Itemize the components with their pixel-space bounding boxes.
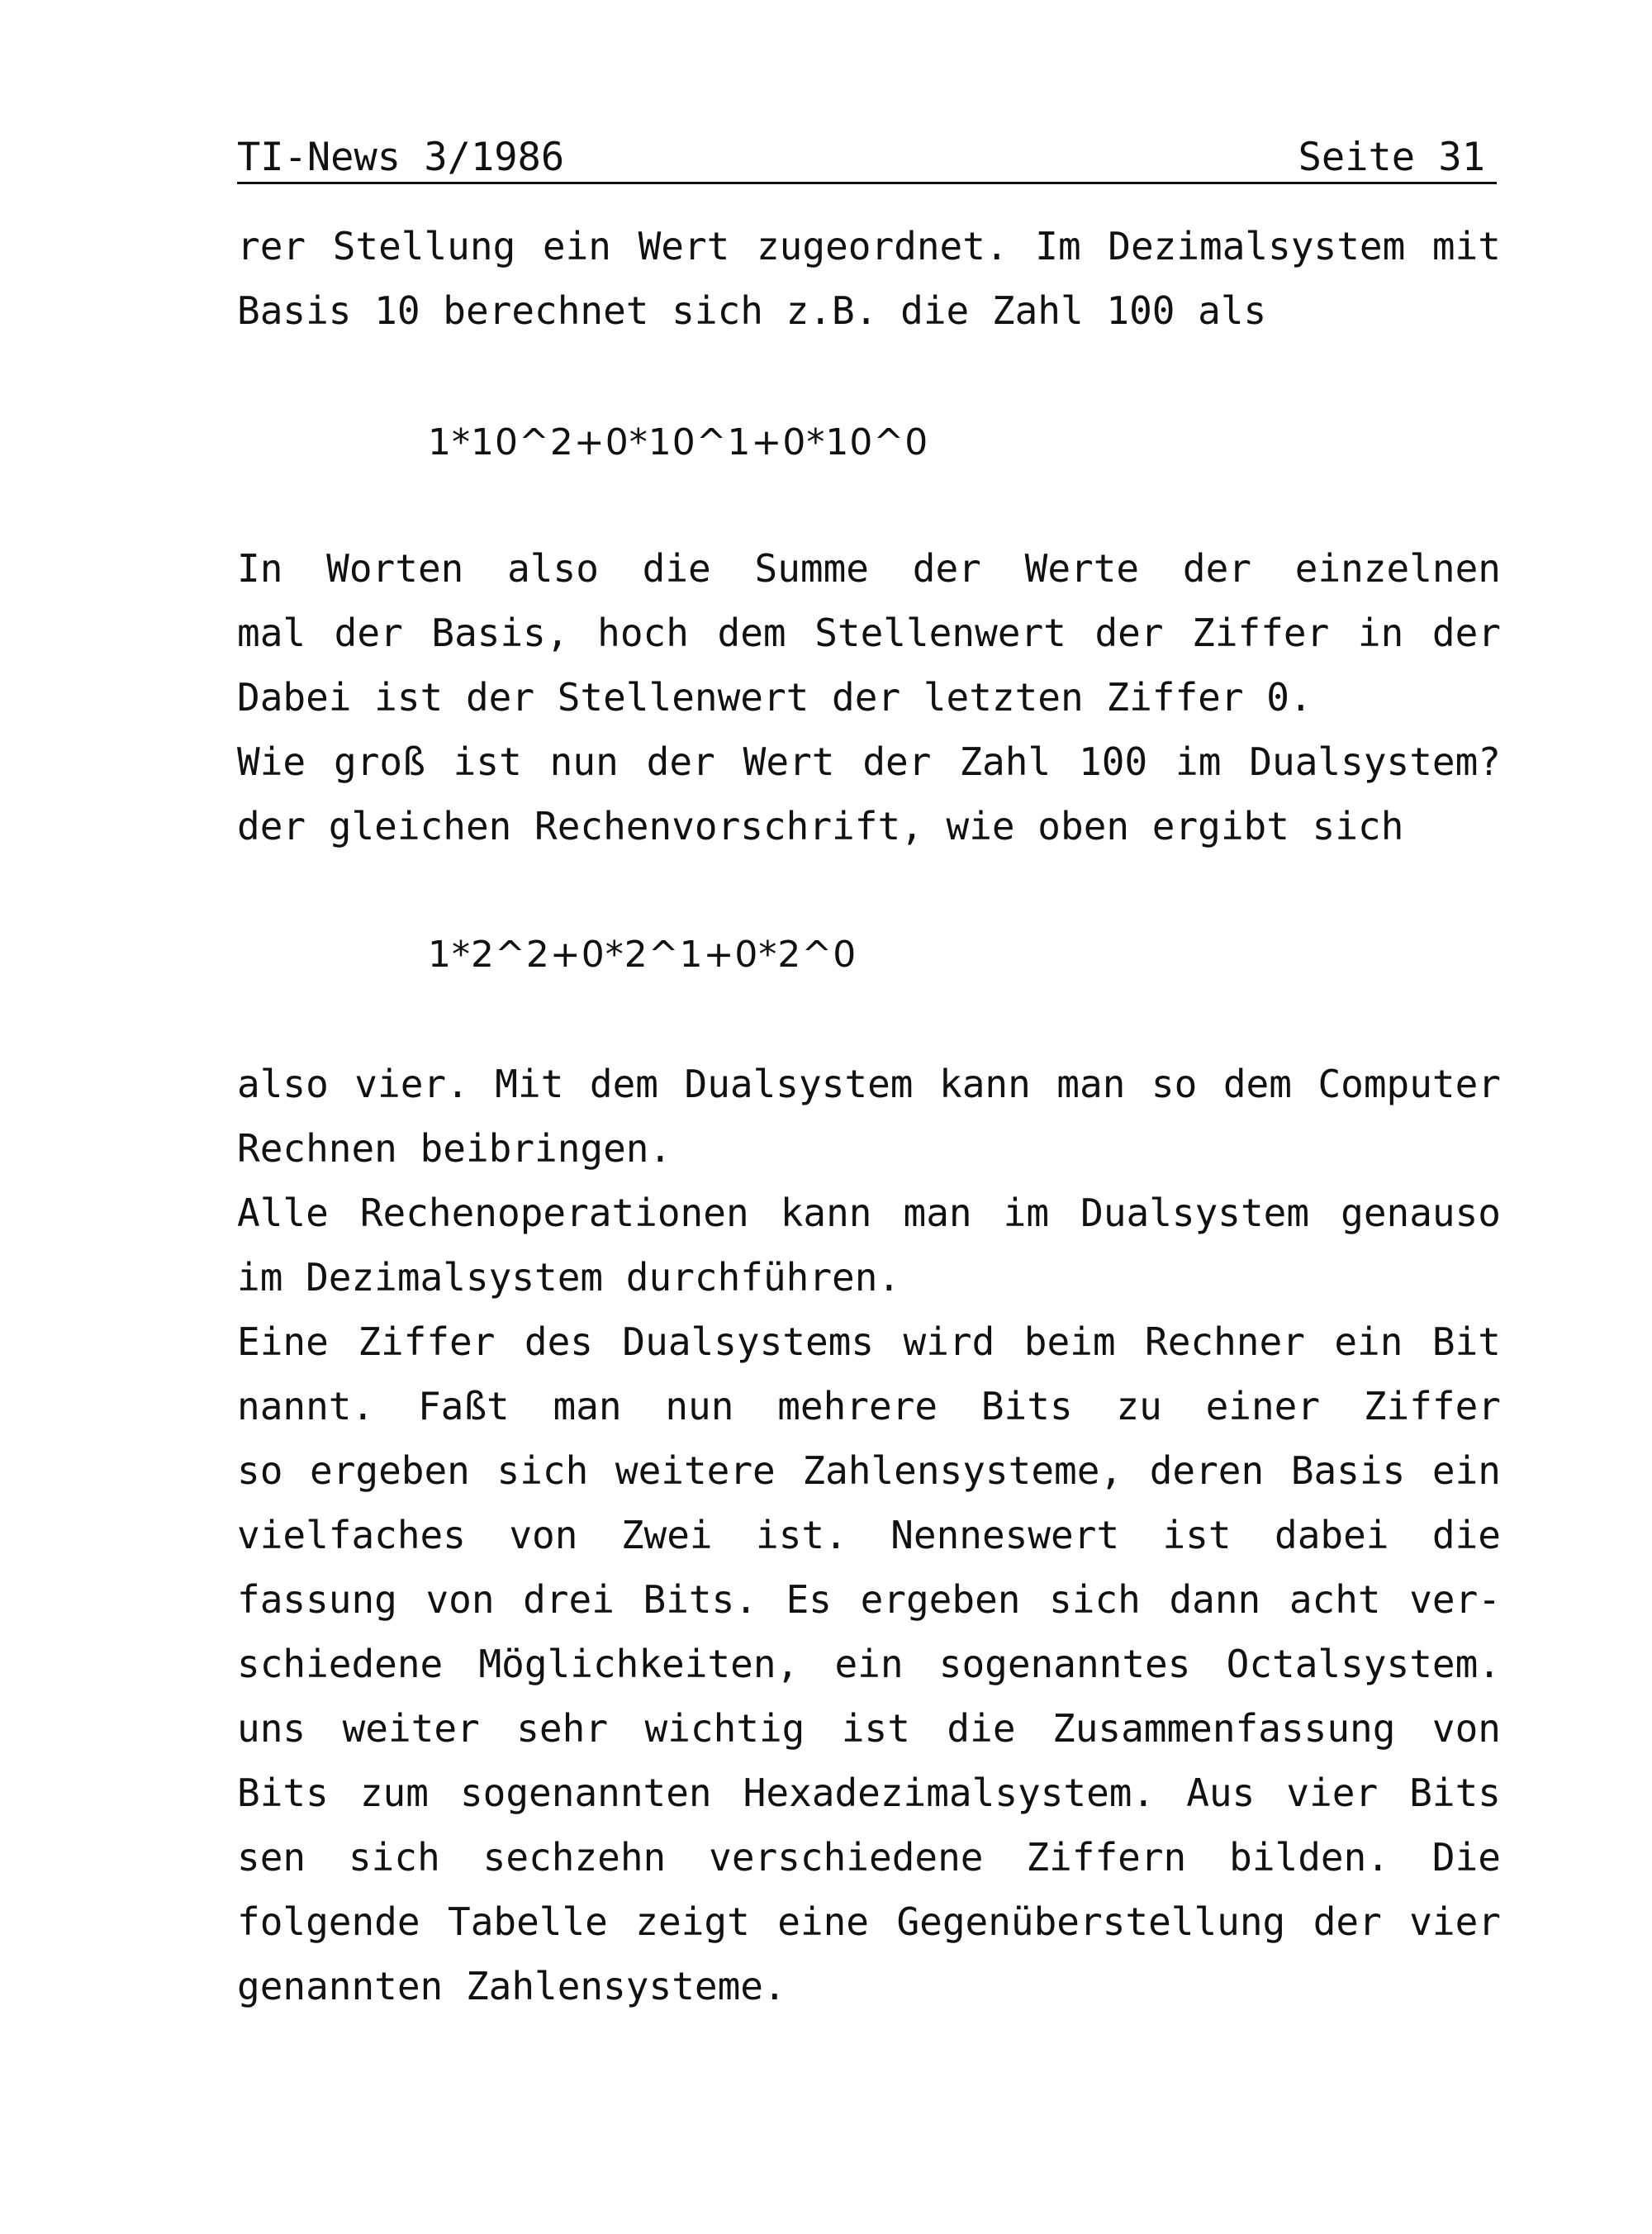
text-line: sen sich sechzehn verschiedene Ziffern bilden. Die bbox=[237, 1835, 1501, 1880]
text-line: In Worten also die Summe der Werte der einzelnen bbox=[237, 546, 1501, 591]
text-line: rer Stellung ein Wert zugeordnet. Im Dezimalsystem mit bbox=[237, 224, 1501, 269]
header-rule bbox=[237, 182, 1497, 184]
text-line: Wie groß ist nun der Wert der Zahl 100 im Dualsystem? bbox=[237, 739, 1501, 784]
text-line: Alle Rechenoperationen kann man im Dualsystem genauso bbox=[237, 1191, 1501, 1235]
text-line: im Dezimalsystem durchführen. bbox=[237, 1255, 901, 1300]
formula-binary: 1*2^2+0*2^1+0*2^0 bbox=[428, 934, 857, 976]
text-line: vielfaches von Zwei ist. Nenneswert ist dabei die bbox=[237, 1513, 1501, 1557]
page-number: Seite 31 bbox=[1298, 135, 1485, 180]
text-line: mal der Basis, hoch dem Stellenwert der Ziffer in der bbox=[237, 611, 1501, 655]
header-title: TI-News 3/1986 bbox=[237, 135, 565, 180]
page-header bbox=[237, 132, 1497, 183]
text-line: also vier. Mit dem Dualsystem kann man so dem Computer bbox=[237, 1062, 1501, 1106]
text-line: der gleichen Rechenvorschrift, wie oben ergibt sich bbox=[237, 804, 1404, 848]
text-line: folgende Tabelle zeigt eine Gegenüberstellung der vier bbox=[237, 1899, 1501, 1944]
text-line: uns weiter sehr wichtig ist die Zusammenfassung von bbox=[237, 1706, 1501, 1751]
text-line: genannten Zahlensysteme. bbox=[237, 1964, 786, 2008]
text-line: schiedene Möglichkeiten, ein sogenanntes Octalsystem. bbox=[237, 1642, 1501, 1686]
formula-decimal: 1*10^2+0*10^1+0*10^0 bbox=[428, 421, 929, 463]
text-line: Eine Ziffer des Dualsystems wird beim Rechner ein Bit bbox=[237, 1319, 1501, 1364]
text-line: nannt. Faßt man nun mehrere Bits zu einer Ziffer bbox=[237, 1384, 1501, 1428]
text-line: Rechnen beibringen. bbox=[237, 1126, 672, 1171]
text-line: Bits zum sogenannten Hexadezimalsystem. Aus vier Bits bbox=[237, 1771, 1501, 1815]
text-line: so ergeben sich weitere Zahlensysteme, deren Basis ein bbox=[237, 1448, 1501, 1493]
text-line: fassung von drei Bits. Es ergeben sich dann acht ver- bbox=[237, 1577, 1501, 1622]
text-line: Dabei ist der Stellenwert der letzten Ziffer 0. bbox=[237, 675, 1313, 720]
text-line: Basis 10 berechnet sich z.B. die Zahl 100 als bbox=[237, 288, 1267, 333]
